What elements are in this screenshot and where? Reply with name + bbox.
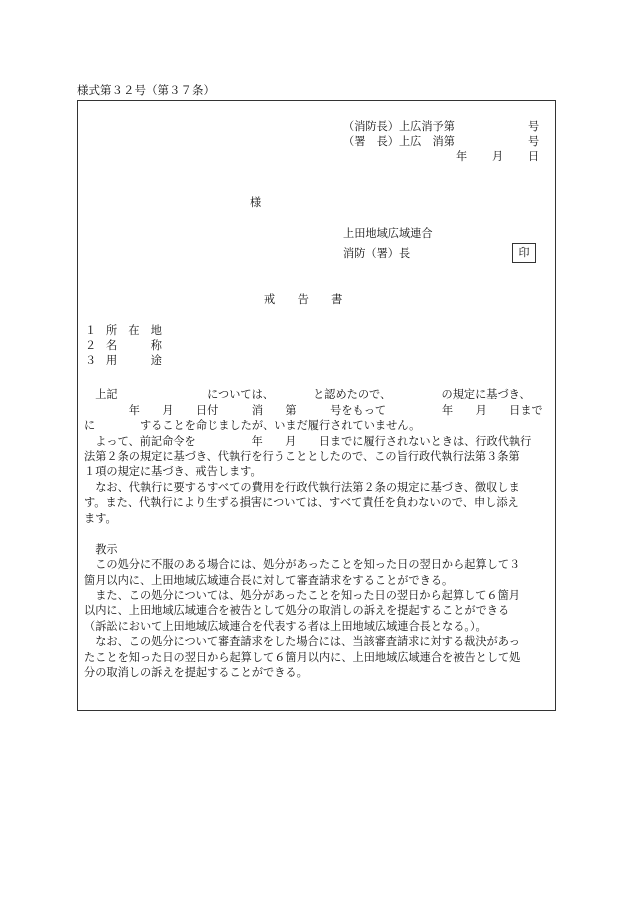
form-number-label: 様式第３２号（第３７条）: [77, 83, 215, 97]
body-line-4: よって、前記命令を 年 月 日までに履行されないときは、行政代執行: [84, 435, 532, 448]
item-label-location: 所 在 地: [106, 324, 162, 337]
sender-organization: 上田地域広域連合: [343, 227, 433, 240]
sender-title: 消防（署）長: [343, 247, 411, 260]
date-month: 月: [492, 150, 504, 163]
item-number-1: １: [85, 324, 97, 337]
document-title: 戒 告 書: [264, 293, 343, 306]
date-day: 日: [528, 150, 540, 163]
instruction-line-2: 箇月以内に、上田地域広域連合長に対して審査請求をすることができる。: [84, 574, 454, 587]
body-line-2: 年 月 日付 消 第 号をもって 年 月 日まで: [84, 404, 543, 417]
body-line-7: なお、代執行に要するすべての費用を行政代執行法第２条の規定に基づき、徴収しま: [84, 481, 520, 494]
instruction-line-7: たことを知った日の翌日から起算して６箇月以内に、上田地域広域連合を被告として処: [84, 651, 521, 664]
instruction-line-4: 以内に、上田地域広域連合を被告として処分の取消しの訴えを提起することができる: [84, 604, 510, 617]
body-line-3: に することを命じましたが、いまだ履行されていません。: [84, 419, 421, 432]
body-line-8: す。また、代執行により生ずる損害については、すべて責任を負わないので、申し添え: [84, 496, 519, 509]
station-reference-number-suffix: 号: [528, 135, 540, 148]
instruction-line-5: （訴訟において上田地域広域連合を代表する者は上田地域広域連合長となる。）。: [84, 620, 487, 633]
instruction-line-1: この処分に不服のある場合には、処分があったことを知った日の翌日から起算して３: [84, 558, 521, 571]
instruction-line-6: なお、この処分について審査請求をした場合には、当該審査請求に対する裁決があっ: [84, 635, 520, 648]
item-label-use: 用 途: [106, 354, 162, 367]
item-number-3: ３: [85, 354, 97, 367]
body-line-9: ます。: [84, 512, 117, 525]
instruction-line-3: また、この処分については、処分があったことを知った日の翌日から起算して６箇月: [84, 589, 520, 602]
chief-reference-label: （消防長）上広消予第: [343, 120, 455, 133]
instruction-line-8: 分の取消しの訴えを提起することができる。: [84, 666, 308, 679]
chief-reference-number-suffix: 号: [528, 120, 540, 133]
item-label-name: 名 称: [106, 339, 162, 352]
instruction-heading: 教示: [84, 543, 118, 556]
body-line-5: 法第２条の規定に基づき、代執行を行うこととしたので、この旨行政代執行法第３条第: [84, 450, 520, 463]
station-reference-label: （署 長）上広 消第: [343, 135, 455, 148]
item-number-2: ２: [85, 339, 97, 352]
body-line-1: 上記 については、 と認めたので、 の規定に基づき、: [84, 388, 531, 401]
addressee-suffix: 様: [250, 196, 262, 209]
date-year: 年: [456, 150, 468, 163]
body-line-6: １項の規定に基づき、戒告します。: [84, 465, 262, 478]
seal-box: 印: [512, 243, 536, 263]
